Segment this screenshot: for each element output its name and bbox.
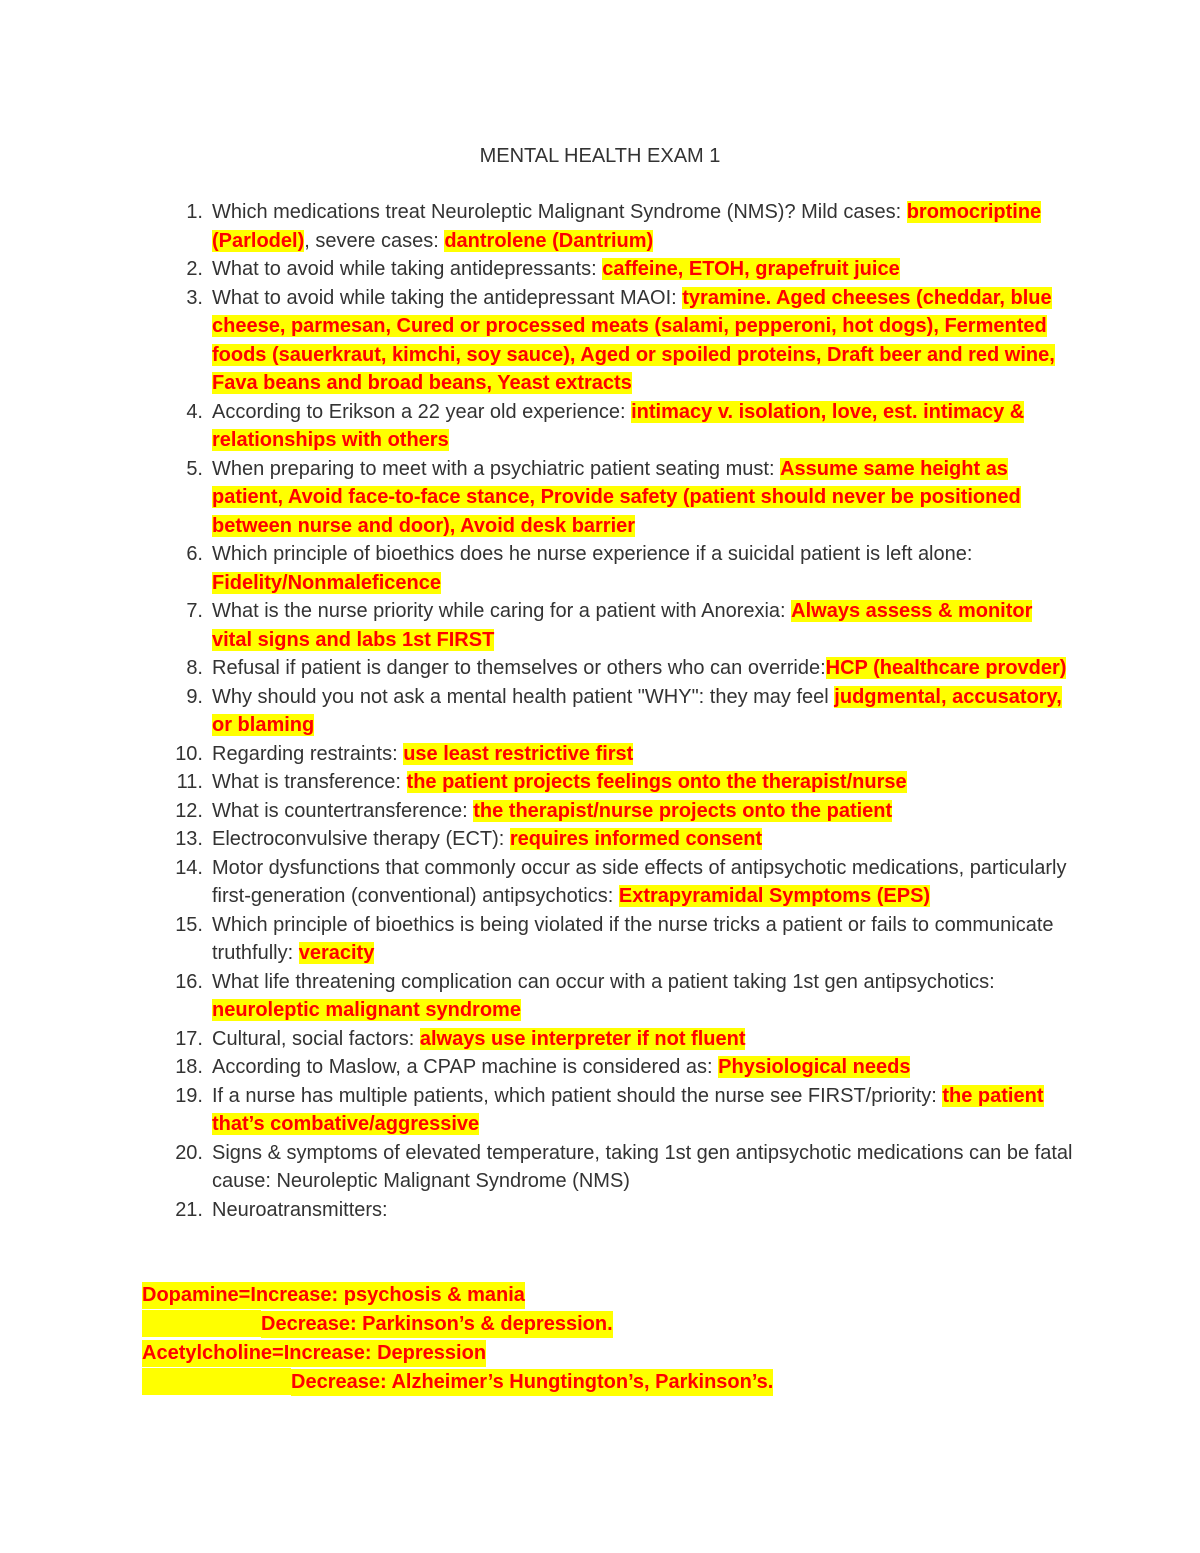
question-text: What to avoid while taking the antidepressant MAOI: [212, 286, 683, 309]
answer-highlight: neuroleptic malignant syndrome [212, 999, 521, 1021]
question-number: 9. [186, 685, 203, 708]
question-item [165, 854, 1075, 911]
question-number: 5. [186, 457, 203, 480]
question-number: 11. [176, 771, 203, 793]
question-item [165, 198, 1075, 255]
question-number: 21. [175, 1198, 203, 1221]
question-number: 10. [175, 742, 203, 765]
question-number: 16. [175, 970, 203, 993]
question-text: Which principle of bioethics is being violated if the nurse tricks a patient or fails to communicate truthfully: [212, 913, 1054, 964]
question-number: 12. [175, 799, 203, 822]
question-text: What is countertransference: [212, 799, 474, 822]
answer-highlight: Dopamine=Increase: psychosis & mania [142, 1282, 525, 1309]
question-item [165, 768, 1075, 797]
question-item [165, 1139, 1075, 1196]
question-item [165, 1082, 1075, 1139]
answer-highlight: Acetylcholine=Increase: Depression [142, 1340, 486, 1367]
question-number: 19. [175, 1084, 203, 1107]
answer-highlight: bromocriptine (Parlodel) [212, 201, 1042, 252]
answer-highlight: veracity [298, 942, 375, 964]
question-text: Motor dysfunctions that commonly occur as side effects of antipsychotic medications, particularly first-generation (conventional) antipsychotics: [212, 856, 1067, 907]
question-text: If a nurse has multiple patients, which patient should the nurse see FIRST/priority: [212, 1084, 943, 1107]
answer-highlight: use least restrictive first [403, 742, 634, 765]
question-text: What to avoid while taking antidepressants: [212, 258, 603, 280]
question-text: Why should you not ask a mental health patient "WHY": they may feel [212, 685, 835, 708]
question-item [165, 540, 1075, 597]
highlight-padding [142, 1368, 291, 1395]
question-number: 14. [175, 856, 203, 879]
answer-highlight: the patient that’s combative/aggressive [212, 1084, 1044, 1135]
answer-highlight: the patient projects feelings onto the therapist/nurse [406, 771, 907, 793]
question-item [165, 1053, 1075, 1082]
acetylcholine-increase-line [142, 1339, 1042, 1368]
question-item [165, 255, 1075, 284]
question-text: What is the nurse priority while caring for a patient with Anorexia: [212, 600, 792, 622]
answer-highlight: always use interpreter if not fluent [419, 1027, 746, 1050]
answer-highlight: HCP (healthcare provder) [825, 657, 1067, 679]
answer-highlight: Assume same height as patient, Avoid face-to-face stance, Provide safety (patient should never be positioned between nurse and door), Avoid desk barrier [212, 457, 1021, 537]
question-text: What is transference: [212, 771, 407, 793]
question-item [165, 654, 1075, 683]
question-item [165, 825, 1075, 854]
answer-highlight: tyramine. Aged cheeses (cheddar, blue cheese, parmesan, Cured or processed meats (salami, pepperoni, hot dogs), Fermented foods (sauerkraut, kimchi, soy sauce), Aged or spoiled proteins, Draft beer and red wine, Fava beans and broad beans, Yeast extracts [212, 286, 1055, 394]
question-text: When preparing to meet with a psychiatric patient seating must: [212, 457, 781, 480]
question-number: 15. [175, 913, 203, 936]
question-text: Cultural, social factors: [212, 1027, 420, 1050]
question-text: Which medications treat Neuroleptic Malignant Syndrome (NMS)? Mild cases: [212, 201, 907, 223]
question-number: 4. [186, 400, 203, 423]
question-list [165, 198, 1075, 1224]
question-item [165, 797, 1075, 826]
answer-highlight: Extrapyramidal Symptoms (EPS) [618, 885, 931, 907]
question-number: 1. [186, 201, 203, 223]
question-text: Electroconvulsive therapy (ECT): [212, 828, 510, 850]
question-text: Regarding restraints: [212, 742, 404, 765]
dopamine-increase-line [142, 1281, 1042, 1310]
question-number: 6. [186, 543, 203, 565]
answer-highlight: caffeine, ETOH, grapefruit juice [602, 258, 900, 280]
answer-highlight: Decrease: Alzheimer’s Hungtington’s, Parkinson’s. [291, 1369, 773, 1396]
answer-highlight: requires informed consent [509, 828, 763, 850]
question-text: According to Maslow, a CPAP machine is considered as: [212, 1056, 719, 1078]
question-item [165, 911, 1075, 968]
question-item [165, 398, 1075, 455]
document-title: MENTAL HEALTH EXAM 1 [479, 145, 721, 167]
answer-highlight: Decrease: Parkinson’s & depression. [261, 1311, 613, 1338]
question-item [165, 1025, 1075, 1054]
question-number: 13. [175, 828, 203, 850]
question-text: Which principle of bioethics does he nurse experience if a suicidal patient is left alone: [212, 543, 973, 565]
question-number: 3. [186, 286, 203, 309]
question-item [165, 597, 1075, 654]
question-item [165, 683, 1075, 740]
question-number: 8. [186, 657, 203, 679]
acetylcholine-decrease-line [142, 1368, 1042, 1397]
question-item [165, 1196, 1075, 1225]
question-text: Signs & symptoms of elevated temperature, taking 1st gen antipsychotic medications can be fatal cause: Neuroleptic Malignant Syndrome (NMS) [212, 1141, 1073, 1192]
answer-highlight: Physiological needs [718, 1056, 911, 1078]
answer-highlight: Fidelity/Nonmaleficence [212, 571, 441, 594]
question-number: 2. [186, 258, 203, 280]
question-number: 7. [186, 600, 203, 622]
answer-highlight: Always assess & monitor vital signs and labs 1st FIRST [212, 600, 1033, 651]
highlight-padding [142, 1310, 261, 1337]
question-number: 20. [175, 1141, 203, 1164]
answer-highlight: dantrolene (Dantrium) [444, 229, 654, 252]
neurotransmitters-section [142, 1281, 1042, 1397]
question-item [165, 740, 1075, 769]
answer-highlight: intimacy v. isolation, love, est. intimacy & relationships with others [212, 400, 1025, 451]
question-text: According to Erikson a 22 year old experience: [212, 400, 632, 423]
question-number: 17. [175, 1027, 203, 1050]
question-item [165, 968, 1075, 1025]
question-text: , severe cases: [304, 229, 445, 252]
answer-highlight: judgmental, accusatory, or blaming [212, 685, 1062, 736]
question-item [165, 284, 1075, 398]
question-text: What life threatening complication can occur with a patient taking 1st gen antipsychotics: [212, 970, 995, 993]
question-text: Neuroatransmitters: [212, 1198, 388, 1221]
question-item [165, 455, 1075, 541]
question-number: 18. [175, 1056, 203, 1078]
question-text: Refusal if patient is danger to themselves or others who can override: [212, 657, 826, 679]
dopamine-decrease-line [142, 1310, 1042, 1339]
answer-highlight: the therapist/nurse projects onto the patient [473, 799, 893, 822]
